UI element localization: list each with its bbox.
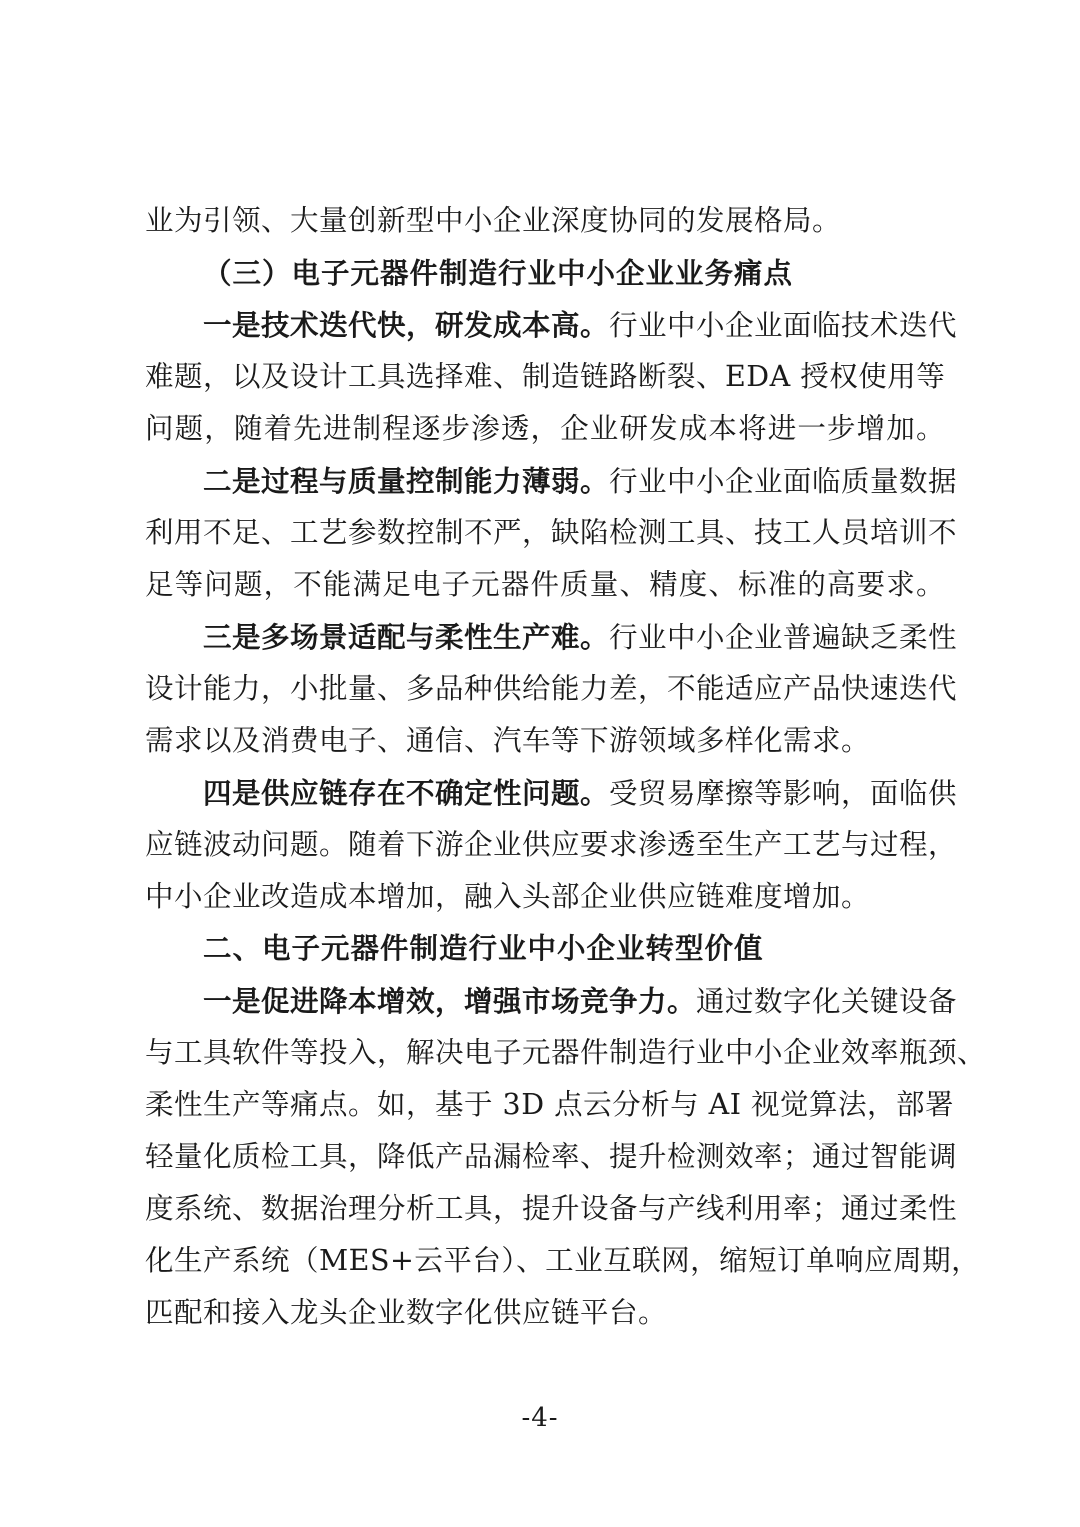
paragraph-line: 问题，随着先进制程逐步渗透，企业研发成本将进一步增加。 [145,412,945,445]
paragraph-lead: 三是多场景适配与柔性生产难。 [203,620,610,654]
paragraph-line: 度系统、数据治理分析工具，提升设备与产线利用率；通过柔性 [145,1192,958,1225]
paragraph-lead: 四是供应链存在不确定性问题。 [203,776,610,810]
paragraph-line [145,767,958,819]
document-body [145,195,987,1339]
paragraph-line: 中小企业改造成本增加，融入头部企业供应链难度增加。 [145,880,871,913]
paragraph-text: 行业中小企业面临质量数据 [609,465,958,498]
paragraph-text: 通过数字化关键设备 [696,985,958,1018]
paragraph-line: 利用不足、工艺参数控制不严，缺陷检测工具、技工人员培训不 [145,516,958,549]
paragraph-lead: 二是过程与质量控制能力薄弱。 [203,464,610,498]
paragraph-line [145,611,958,663]
paragraph-text: 行业中小企业面临技术迭代 [609,309,958,342]
paragraph-line: 需求以及消费电子、通信、汽车等下游领域多样化需求。 [145,724,871,757]
paragraph-line: 设计能力，小批量、多品种供给能力差，不能适应产品快速迭代 [145,672,958,705]
paragraph-lead: 一是技术迭代快，研发成本高。 [203,308,610,342]
paragraph-line: 匹配和接入龙头企业数字化供应链平台。 [145,1296,668,1329]
paragraph-line [145,299,958,351]
section-heading-transformation-value: 二、电子元器件制造行业中小企业转型价值 [203,932,764,965]
paragraph-line: 足等问题，不能满足电子元器件质量、精度、标准的高要求。 [145,568,945,601]
paragraph-text: 行业中小企业普遍缺乏柔性 [609,621,958,654]
paragraph-line: 化生产系统（MES+云平台）、工业互联网，缩短订单响应周期， [145,1244,981,1277]
page-number: -4- [521,1403,559,1433]
paragraph-line: 业为引领、大量创新型中小企业深度协同的发展格局。 [145,204,842,237]
paragraph-line: 柔性生产等痛点。如，基于 3D 点云分析与 AI 视觉算法，部署 [145,1088,955,1121]
section-heading-pain-points: （三）电子元器件制造行业中小企业业务痛点 [203,256,794,290]
paragraph-line: 应链波动问题。随着下游企业供应要求渗透至生产工艺与过程， [145,828,958,861]
paragraph-line [145,455,958,507]
paragraph-line [145,975,958,1027]
paragraph-line: 轻量化质检工具，降低产品漏检率、提升检测效率；通过智能调 [145,1140,958,1173]
paragraph-line: 与工具软件等投入，解决电子元器件制造行业中小企业效率瓶颈、 [145,1036,987,1069]
paragraph-text: 受贸易摩擦等影响，面临供 [609,777,958,810]
paragraph-lead: 一是促进降本增效，增强市场竞争力。 [203,984,697,1018]
paragraph-line: 难题，以及设计工具选择难、制造链路断裂、EDA 授权使用等 [145,360,946,393]
